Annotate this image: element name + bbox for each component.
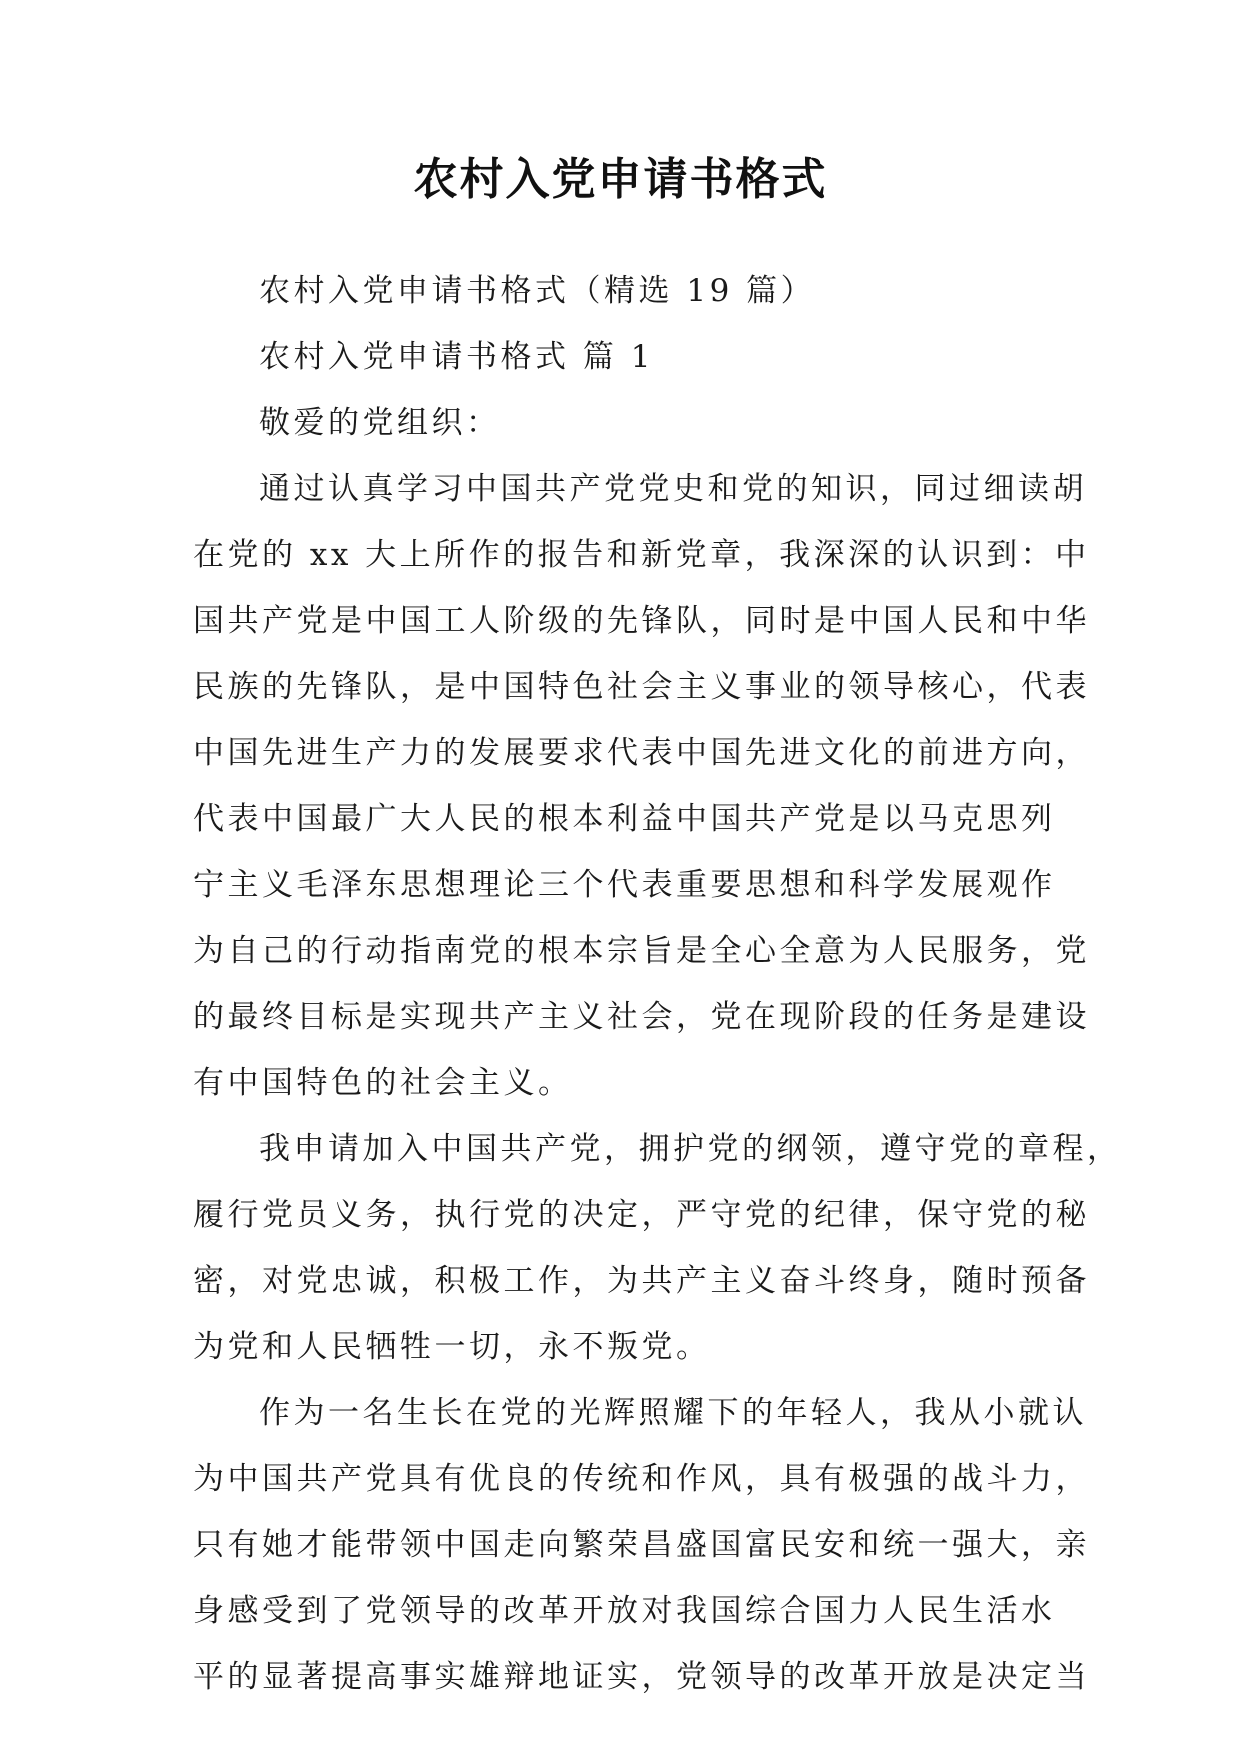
text-line: 履行党员义务，执行党的决定，严守党的纪律，保守党的秘 (193, 1197, 1090, 1233)
text-line: 为自己的行动指南党的根本宗旨是全心全意为人民服务，党 (193, 933, 1090, 969)
text-line: 国共产党是中国工人阶级的先锋队，同时是中国人民和中华 (193, 603, 1090, 639)
text-line: 农村入党申请书格式 篇 1 (259, 339, 654, 375)
text-line: 有中国特色的社会主义。 (193, 1065, 573, 1101)
text-line: 密，对党忠诚，积极工作，为共产主义奋斗终身，随时预备 (193, 1263, 1090, 1299)
text-line: 代表中国最广大人民的根本利益中国共产党是以马克思列 (193, 801, 1056, 837)
text-line: 在党的 xx 大上所作的报告和新党章，我深深的认识到：中 (193, 537, 1090, 573)
document-title: 农村入党申请书格式 (413, 154, 828, 205)
text-line: 只有她才能带领中国走向繁荣昌盛国富民安和统一强大，亲 (193, 1527, 1090, 1563)
text-line: 中国先进生产力的发展要求代表中国先进文化的前进方向， (193, 735, 1090, 771)
text-line: 通过认真学习中国共产党党史和党的知识，同过细读胡 (259, 471, 1087, 507)
text-line: 民族的先锋队，是中国特色社会主义事业的领导核心，代表 (193, 669, 1090, 705)
text-line: 的最终目标是实现共产主义社会，党在现阶段的任务是建设 (193, 999, 1090, 1035)
text-line: 身感受到了党领导的改革开放对我国综合国力人民生活水 (193, 1593, 1056, 1629)
text-line: 为党和人民牺牲一切，永不叛党。 (193, 1329, 711, 1365)
document-body (193, 258, 1122, 1710)
text-line: 为中国共产党具有优良的传统和作风，具有极强的战斗力， (193, 1461, 1090, 1497)
text-line: 作为一名生长在党的光辉照耀下的年轻人，我从小就认 (259, 1395, 1087, 1431)
text-line: 农村入党申请书格式（精选 19 篇） (259, 273, 816, 309)
text-line: 我申请加入中国共产党，拥护党的纲领，遵守党的章程， (259, 1131, 1122, 1167)
text-line: 敬爱的党组织： (259, 405, 501, 441)
text-line: 宁主义毛泽东思想理论三个代表重要思想和科学发展观作 (193, 867, 1056, 903)
text-line: 平的显著提高事实雄辩地证实，党领导的改革开放是决定当 (193, 1659, 1090, 1695)
